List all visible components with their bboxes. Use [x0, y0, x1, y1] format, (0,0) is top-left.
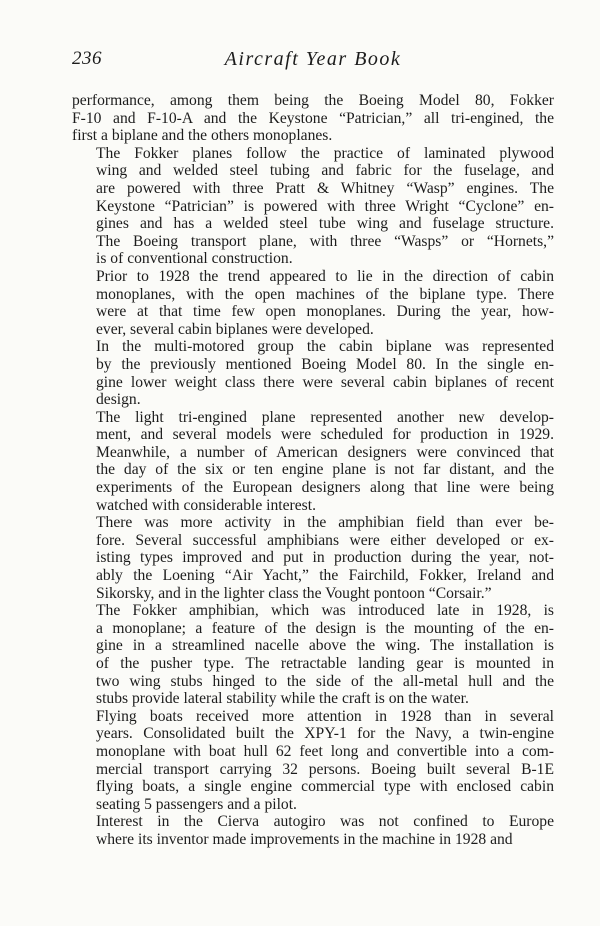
text-line: gines and has a welded steel tube wing and fuselage structure.	[96, 215, 554, 233]
text-line: The light tri-engined plane represented another new develop-	[96, 408, 554, 426]
text-line: monoplane with boat hull 62 feet long and convertible into a com-	[96, 742, 554, 760]
text-line: There was more activity in the amphibian field than ever be-	[96, 514, 554, 532]
text-line: seating 5 passengers and a pilot.	[96, 795, 297, 813]
text-line: of the pusher type. The retractable landing gear is mounted in	[96, 655, 554, 672]
text-line: gine in a streamlined nacelle above the wing. The installation is	[96, 637, 554, 655]
text-line: two wing stubs hinged to the side of the all-metal hull and the	[96, 672, 554, 690]
paragraph	[72, 602, 554, 708]
paragraph	[72, 813, 554, 848]
text-line: The Fokker amphibian, which was introduced late in 1928, is	[96, 602, 554, 620]
text-line: ment, and several models were scheduled for production in 1929.	[96, 426, 554, 444]
text-line: first a biplane and the others monoplanes.	[72, 127, 333, 145]
text-line: stubs provide lateral stability while the craft is on the water.	[96, 690, 469, 708]
text-line: design.	[96, 391, 141, 409]
text-line: where its inventor made improvements in the machine in 1928 and	[96, 830, 513, 848]
paragraph	[72, 92, 554, 145]
text-line: gine lower weight class there were several cabin biplanes of recent	[96, 373, 554, 391]
text-line: ever, several cabin biplanes were developed.	[96, 320, 374, 338]
text-line: Keystone “Patrician” is powered with three Wright “Cyclone” en-	[96, 197, 554, 215]
text-line: The Fokker planes follow the practice of laminated plywood	[96, 144, 554, 162]
text-line: mercial transport carrying 32 persons. Boeing built several B-1E	[96, 760, 554, 778]
text-line: ably the Loening “Air Yacht,” the Fairchild, Fokker, Ireland and	[96, 567, 554, 585]
paragraph	[72, 708, 554, 814]
text-line: performance, among them being the Boeing Model 80, Fokker	[72, 92, 554, 109]
text-line: Meanwhile, a number of American designers were convinced that	[96, 443, 554, 461]
running-title: Aircraft Year Book	[224, 48, 402, 70]
text-line: the day of the six or ten engine plane is not far distant, and the	[96, 461, 554, 479]
text-line: fore. Several successful amphibians were either developed or ex-	[96, 531, 554, 549]
text-line: Interest in the Cierva autogiro was not confined to Europe	[96, 813, 554, 831]
text-line: are powered with three Pratt & Whitney “Wasp” engines. The	[96, 179, 554, 197]
text-line: In the multi-motored group the cabin biplane was represented	[96, 338, 554, 356]
text-line: Prior to 1928 the trend appeared to lie in the direction of cabin	[96, 267, 554, 285]
text-line: Flying boats received more attention in 1928 than in several	[96, 707, 554, 725]
page-number: 236	[72, 48, 102, 69]
running-head	[72, 48, 554, 76]
text-line: were at that time few open monoplanes. During the year, how-	[96, 303, 554, 321]
paragraph	[72, 514, 554, 602]
text-line: experiments of the European designers along that line were being	[96, 479, 554, 497]
text-line: Sikorsky, and in the lighter class the Vought pontoon “Corsair.”	[96, 584, 492, 602]
text-line: a monoplane; a feature of the design is the mounting of the en-	[96, 619, 554, 637]
text-line: wing and welded steel tubing and fabric for the fuselage, and	[96, 162, 554, 180]
text-line: flying boats, a single engine commercial type with enclosed cabin	[96, 778, 554, 796]
paragraph	[72, 145, 554, 268]
body-text	[72, 92, 554, 849]
text-line: by the previously mentioned Boeing Model 80. In the single en-	[96, 355, 554, 373]
text-line: watched with considerable interest.	[96, 496, 316, 514]
text-line: The Boeing transport plane, with three “Wasps” or “Hornets,”	[96, 232, 554, 250]
paragraph	[72, 268, 554, 338]
text-line: isting types improved and put in production during the year, not-	[96, 549, 554, 567]
paragraph	[72, 338, 554, 408]
text-line: monoplanes, with the open machines of the biplane type. There	[96, 285, 554, 303]
text-line: F-10 and F-10-A and the Keystone “Patrician,” all tri-engined, the	[72, 109, 554, 127]
text-line: is of conventional construction.	[96, 250, 293, 268]
paragraph	[72, 409, 554, 515]
text-line: years. Consolidated built the XPY-1 for the Navy, a twin-engine	[96, 725, 554, 743]
